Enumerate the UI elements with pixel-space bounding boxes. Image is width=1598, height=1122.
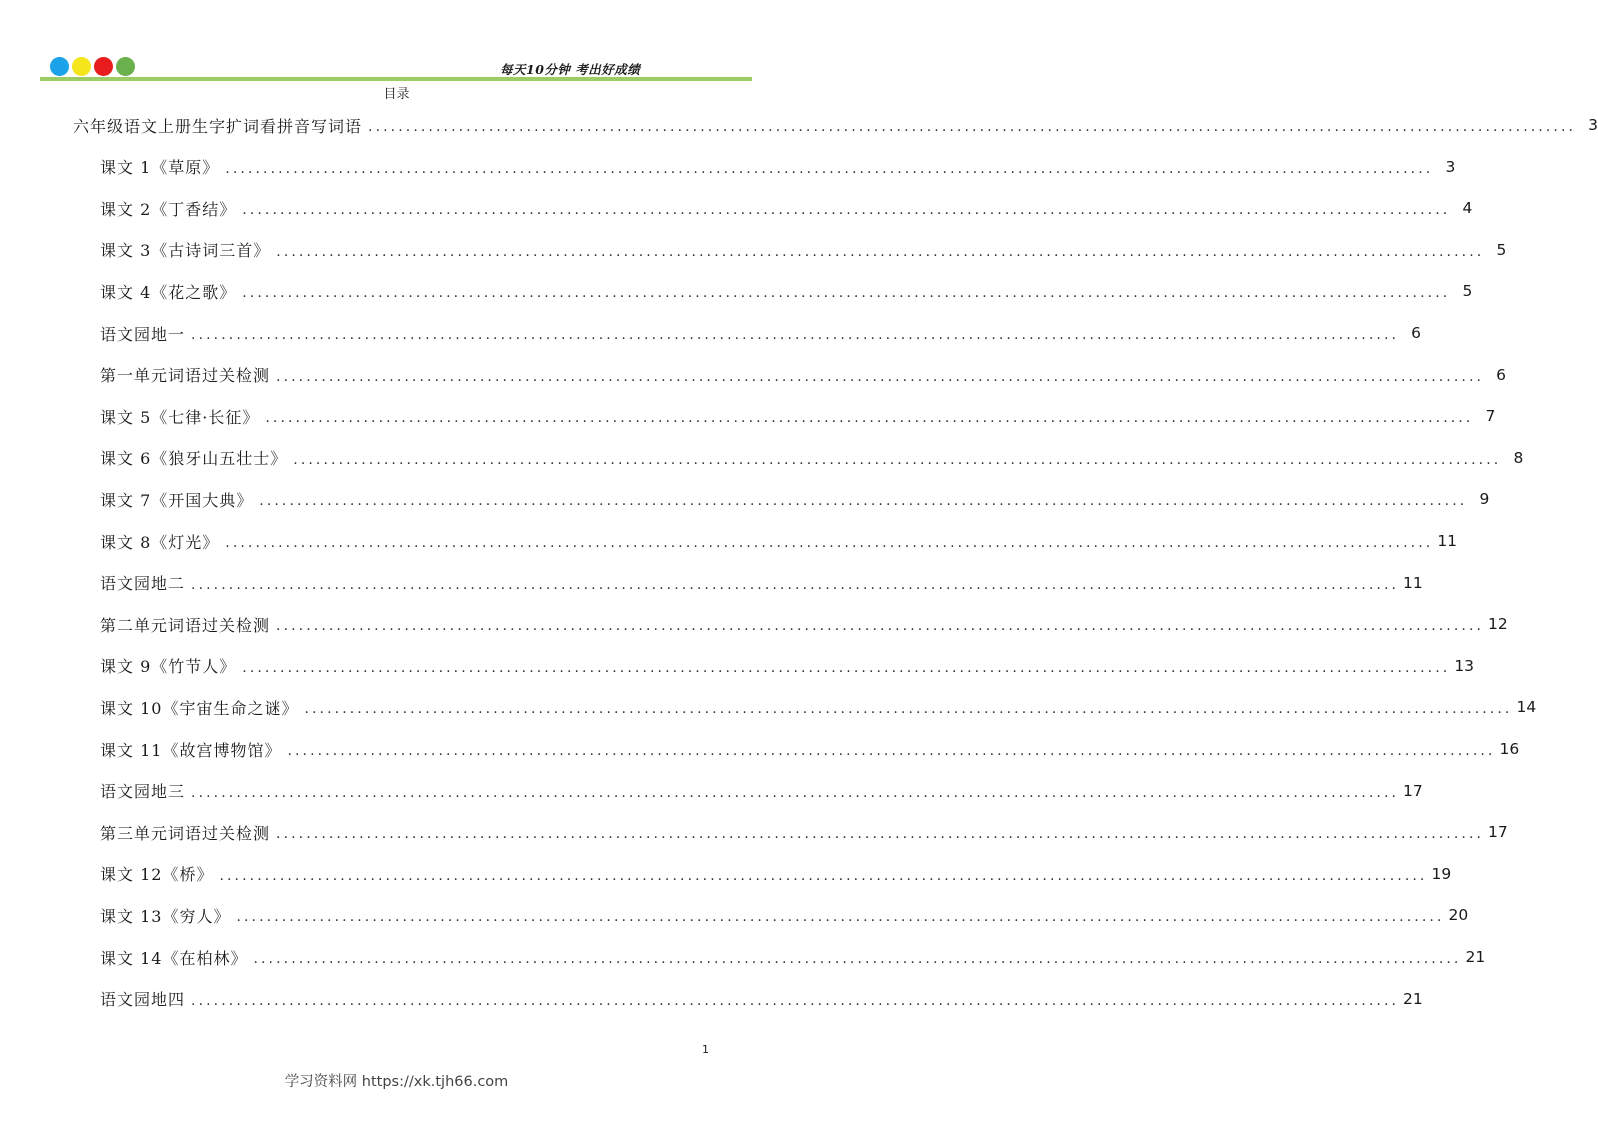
green-dot-icon (116, 57, 135, 76)
toc-entry[interactable] (100, 894, 1469, 936)
toc-entry-page: 19 (1431, 864, 1452, 883)
toc-dot-leader: ................................................................................................................................................................ (276, 243, 1485, 260)
toc-entry[interactable] (100, 770, 1423, 812)
toc-entry-title: 语文园地四 (100, 990, 186, 1010)
toc-entry-title: 课文 11《故宫博物馆》 (100, 740, 282, 760)
toc-entry[interactable] (100, 270, 1473, 312)
blue-dot-icon (50, 57, 69, 76)
header-slogan: 每天10分钟 考出好成绩 (500, 62, 641, 77)
toc-entry-title: 课文 10《宇宙生命之谜》 (100, 698, 299, 718)
toc-entry[interactable] (100, 728, 1520, 770)
toc-dot-leader: ................................................................................................................................................................ (219, 867, 1428, 884)
toc-entry[interactable] (100, 354, 1507, 396)
toc-entry-page: 21 (1403, 989, 1423, 1008)
header-divider (40, 77, 752, 81)
toc-entry-page: 17 (1488, 823, 1508, 842)
toc-entry-page: 17 (1403, 781, 1423, 800)
toc-dot-leader: ................................................................................................................................................................ (304, 701, 1513, 718)
toc-entry-page: 12 (1488, 615, 1508, 634)
toc-dot-leader: ................................................................................................................................................................ (236, 909, 1445, 926)
toc-entry-page: 14 (1516, 698, 1537, 717)
toc-entry-page: 11 (1437, 532, 1458, 550)
toc-entry-page: 6 (1496, 365, 1507, 384)
toc-entry-title: 语文园地二 (100, 574, 186, 594)
toc-dot-leader: ................................................................................................................................................................ (191, 992, 1400, 1009)
page-header (0, 0, 793, 90)
toc-entry[interactable] (100, 978, 1423, 1020)
toc-entry-page: 21 (1465, 948, 1486, 966)
toc-entry[interactable] (100, 395, 1496, 437)
toc-entry-page: 20 (1448, 906, 1469, 925)
toc-entry-page: 3 (1588, 116, 1598, 134)
toc-entry[interactable] (100, 936, 1486, 978)
toc-entry-title: 第一单元词语过关检测 (100, 366, 271, 386)
toc-dot-leader: ................................................................................................................................................................ (287, 743, 1496, 759)
toc-entry-title: 课文 4《花之歌》 (100, 282, 237, 302)
toc-entry-title: 课文 9《竹节人》 (100, 657, 237, 677)
toc-dot-leader: ................................................................................................................................................................ (293, 451, 1502, 468)
footer-watermark: 学习资料网 https://xk.tjh66.com (284, 1074, 509, 1090)
toc-entry[interactable] (100, 562, 1423, 604)
toc-entry[interactable] (100, 146, 1456, 188)
toc-dot-leader: ................................................................................................................................................................ (191, 576, 1400, 593)
toc-entry-page: 9 (1479, 490, 1490, 509)
red-dot-icon (94, 57, 113, 76)
page-number: 1 (702, 1043, 709, 1056)
toc-entry-page: 3 (1445, 157, 1456, 176)
toc-entry-page: 8 (1513, 448, 1524, 467)
toc-entry-page: 5 (1496, 240, 1507, 259)
toc-entry-title: 课文 13《穷人》 (100, 906, 231, 926)
toc-title: 目录 (383, 87, 410, 102)
toc-entry-title: 课文 1《草原》 (100, 158, 220, 178)
toc-dot-leader: ................................................................................................................................................................ (225, 535, 1434, 551)
toc-entry-page: 7 (1485, 407, 1496, 426)
toc-entry-title: 课文 12《桥》 (100, 865, 214, 885)
toc-entry-page: 11 (1403, 573, 1423, 592)
toc-entry-title: 课文 5《七律·长征》 (100, 407, 260, 427)
toc-entry-title: 课文 2《丁香结》 (100, 199, 237, 219)
toc-entry[interactable] (100, 520, 1458, 562)
toc-dot-leader: ................................................................................................................................................................ (276, 368, 1485, 385)
toc-entry-title: 第二单元词语过关检测 (100, 615, 271, 635)
toc-entry-title: 课文 8《灯光》 (100, 532, 220, 552)
toc-entry-title: 课文 6《狼牙山五壮士》 (100, 449, 288, 469)
toc-entry[interactable] (100, 437, 1524, 479)
toc-dot-leader: ................................................................................................................................................................ (265, 410, 1474, 427)
toc-dot-leader: ................................................................................................................................................................ (242, 202, 1451, 219)
toc-entry[interactable] (100, 853, 1452, 895)
toc-dot-leader: ................................................................................................................................................................ (276, 826, 1485, 843)
toc-entry[interactable] (100, 187, 1473, 229)
toc-entry-page: 13 (1454, 656, 1475, 675)
toc-entry-page: 4 (1462, 199, 1473, 218)
toc-entry-page: 6 (1411, 324, 1422, 342)
toc-dot-leader: ................................................................................................................................................................ (225, 160, 1434, 177)
toc-dot-leader: ................................................................................................................................................................ (253, 951, 1462, 967)
toc-entry-title: 课文 3《古诗词三首》 (100, 241, 271, 261)
toc-entry[interactable] (100, 229, 1507, 271)
toc-entry[interactable] (100, 645, 1475, 687)
toc-entry-page: 16 (1499, 740, 1520, 758)
toc-dot-leader: ................................................................................................................................................................ (242, 659, 1451, 676)
toc-entry-title: 六年级语文上册生字扩词看拼音写词语 (73, 116, 363, 136)
toc-entry[interactable] (100, 312, 1422, 354)
toc-entry-page: 5 (1462, 282, 1473, 301)
toc-dot-leader: ................................................................................................................................................................ (191, 327, 1400, 343)
toc-entry-title: 语文园地一 (100, 324, 186, 344)
toc-dot-leader: ................................................................................................................................................................ (191, 784, 1400, 801)
toc-dot-leader: ................................................................................................................................................................ (368, 119, 1577, 135)
toc-dot-leader: ................................................................................................................................................................ (259, 493, 1468, 510)
toc-entry-title: 语文园地三 (100, 782, 186, 802)
toc-entry[interactable] (100, 811, 1508, 853)
yellow-dot-icon (72, 57, 91, 76)
toc-entry[interactable] (100, 478, 1490, 520)
toc-entry[interactable] (100, 686, 1537, 728)
toc-entry-title: 第三单元词语过关检测 (100, 823, 271, 843)
toc-dot-leader: ................................................................................................................................................................ (276, 618, 1485, 635)
toc-entry-title: 课文 14《在柏林》 (100, 948, 248, 968)
toc-dot-leader: ................................................................................................................................................................ (242, 285, 1451, 302)
toc-entry[interactable] (100, 603, 1508, 645)
toc-entry-title: 课文 7《开国大典》 (100, 490, 254, 510)
toc-entry[interactable] (73, 104, 1598, 146)
